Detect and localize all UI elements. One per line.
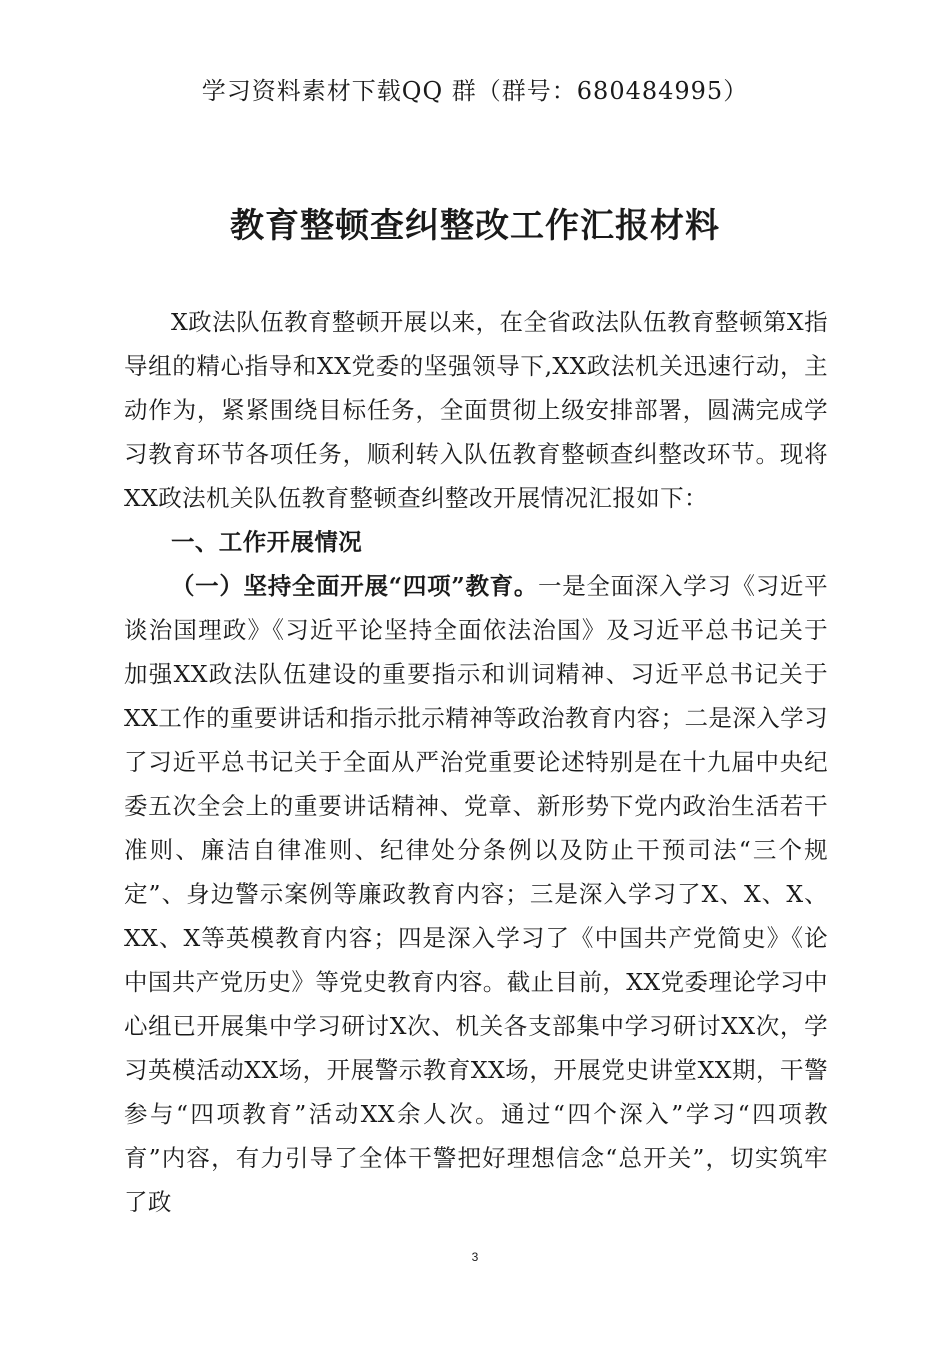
- document-body: [124, 300, 828, 1224]
- page-number: 3: [471, 1250, 479, 1264]
- section-heading: 一、工作开展情况: [171, 528, 363, 556]
- page-header: 学习资料素材下载QQ 群（群号：680484995）: [201, 77, 749, 105]
- paragraph-lead: （一）坚持全面开展“四项”教育。: [171, 572, 539, 600]
- paragraph-body: 一是全面深入学习《习近平谈治国理政》《习近平论坚持全面依法治国》及习近平总书记关于加强XX政法队伍建设的重要指示和训词精神、习近平总书记关于XX工作的重要讲话和指示批示精神等政治教育内容；二是深入学习了习近平总书记关于全面从严治党重要论述特别是在十九届中央纪委五次全会上的重要讲话精神、党章、新形势下党内政治生活若干准则、廉洁自律准则、纪律处分条例以及防止干预司法“三个规定”、身边警示案例等廉政教育内容；三是深入学习了X、X、X、XX、X等英模教育内容；四是深入学习了《中国共产党简史》《论中国共产党历史》等党史教育内容。截止目前，XX党委理论学习中心组已开展集中学习研讨X次、机关各支部集中学习研讨XX次，学习英模活动XX场，开展警示教育XX场，开展党史讲堂XX期，干警参与“四项教育”活动XX余人次。通过“四个深入”学习“四项教育”内容，有力引导了全体干警把好理想信念“总开关”，切实筑牢了政: [124, 572, 828, 1216]
- document-title: 教育整顿查纠整改工作汇报材料: [230, 206, 720, 246]
- intro-paragraph: X政法队伍教育整顿开展以来，在全省政法队伍教育整顿第X指导组的精心指导和XX党委的坚强领导下,XX政法机关迅速行动，主动作为，紧紧围绕目标任务，全面贯彻上级安排部署，圆满完成学习教育环节各项任务，顺利转入队伍教育整顿查纠整改环节。现将XX政法机关队伍教育整顿查纠整改开展情况汇报如下：: [124, 308, 828, 512]
- section-paragraph: [124, 564, 828, 1224]
